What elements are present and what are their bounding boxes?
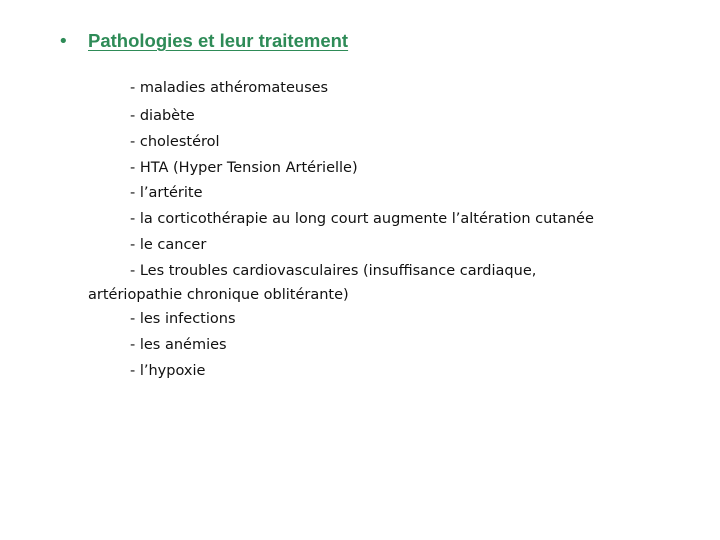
list-item: - diabète — [130, 108, 195, 124]
list-item: - les infections — [130, 311, 236, 327]
list-item: - la corticothérapie au long court augmente l’altération cutanée — [130, 211, 594, 227]
list-item-continuation: artériopathie chronique oblitérante) — [88, 287, 349, 303]
list-item: - le cancer — [130, 237, 207, 253]
list-item: - l’artérite — [130, 185, 203, 201]
list-item: - cholestérol — [130, 134, 220, 150]
list-item: - HTA (Hyper Tension Artérielle) — [130, 160, 358, 176]
heading-row — [58, 30, 348, 52]
list-item: - les anémies — [130, 337, 227, 353]
list-item: - Les troubles cardiovasculaires (insuffisance cardiaque, — [130, 263, 537, 279]
list-item: - l’hypoxie — [130, 363, 206, 379]
bullet-icon: • — [58, 31, 69, 52]
slide-title: Pathologies et leur traitement — [88, 30, 349, 51]
list-item: - maladies athéromateuses — [130, 80, 329, 96]
